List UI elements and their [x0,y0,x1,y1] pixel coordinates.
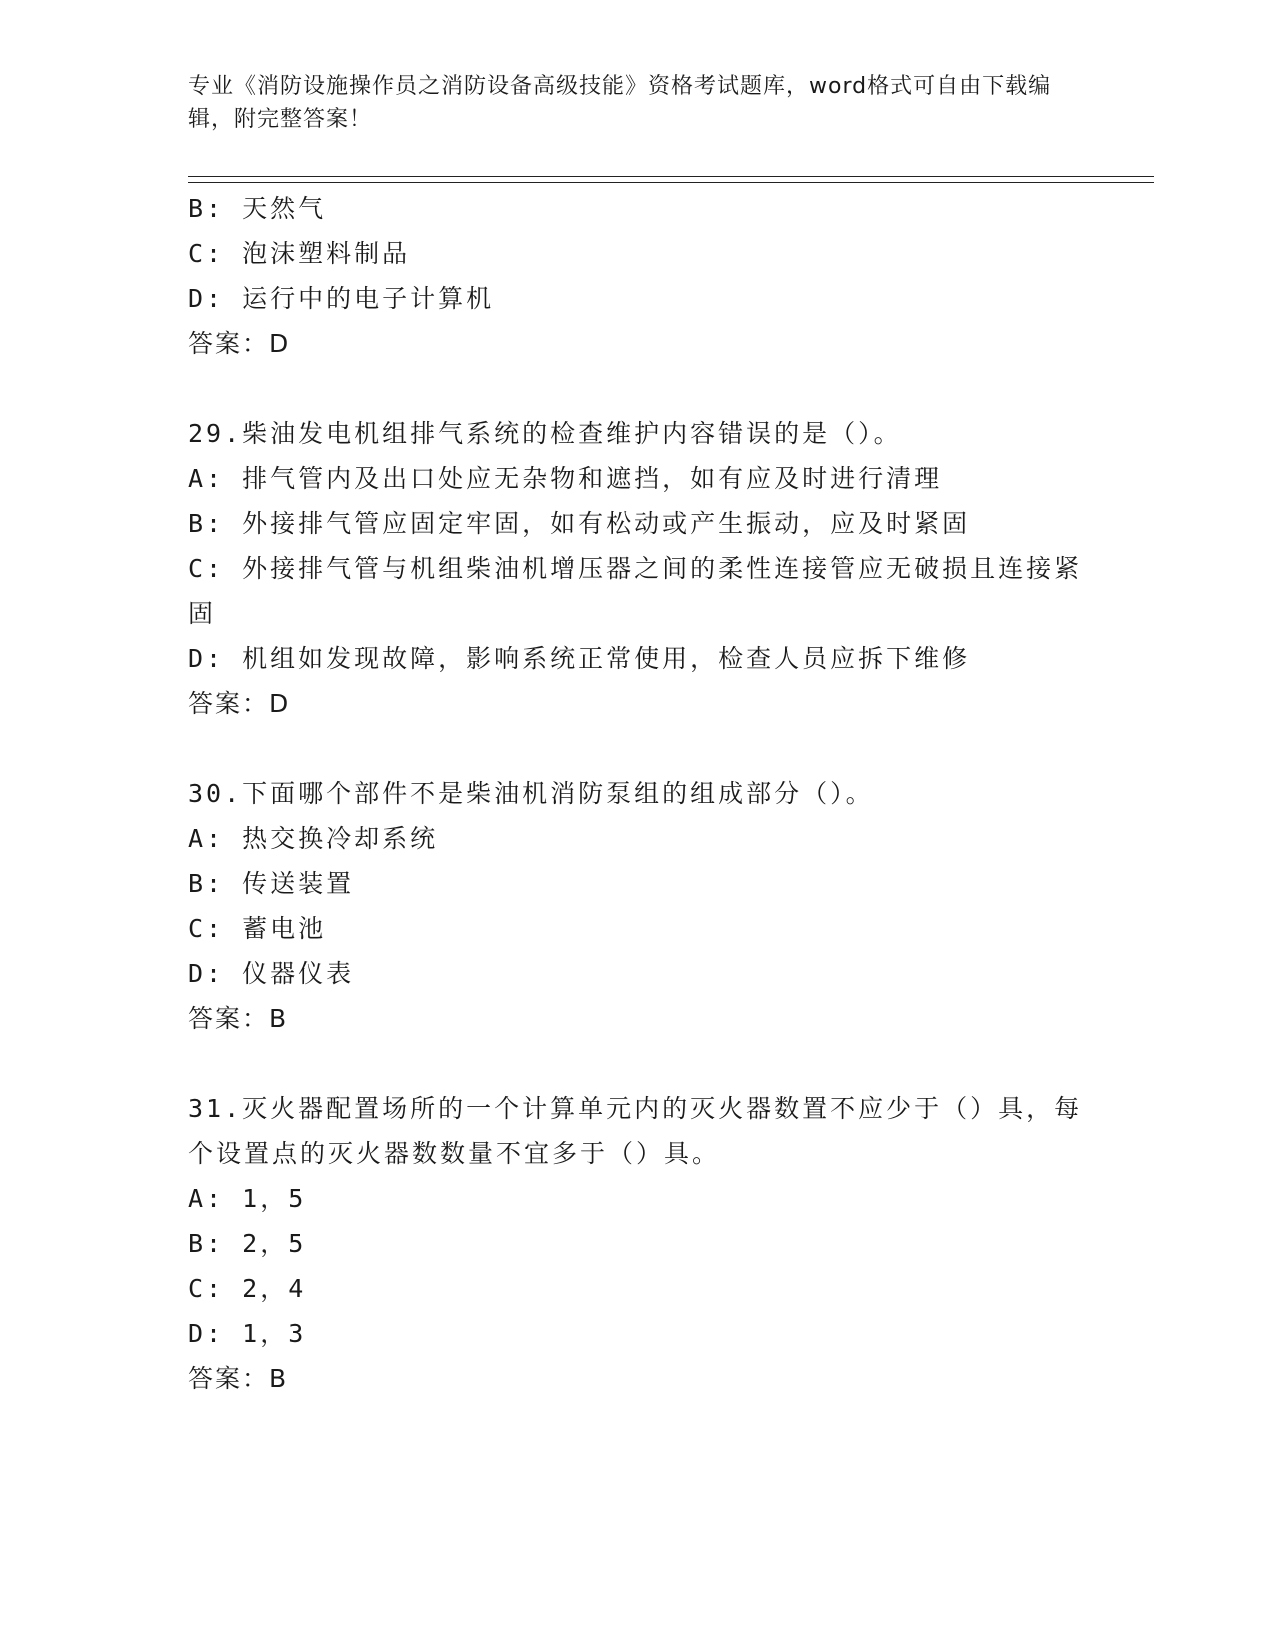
option-b: B: 天然气 [188,194,327,223]
question-stem: 31.灭火器配置场所的一个计算单元内的灭火器数置不应少于（）具，每个设置点的灭火器数数量不宜多于（）具。 [188,1094,1083,1168]
question-29 [188,411,1088,726]
question-list [188,186,1088,1401]
spacer [188,1041,1088,1086]
option-c: C: 外接排气管与机组柴油机增压器之间的柔性连接管应无破损且连接紧固 [188,554,1083,628]
option-d: D: 机组如发现故障，影响系统正常使用，检查人员应拆下维修 [188,644,971,673]
option-a: A: 热交换冷却系统 [188,824,439,853]
option-c: C: 泡沫塑料制品 [188,239,411,268]
question-28-continuation [188,186,1088,366]
option-c: C: 蓄电池 [188,914,327,943]
answer-label: 答案：B [188,1364,289,1393]
answer-label: 答案：D [188,689,291,718]
option-c: C: 2，4 [188,1274,307,1303]
answer-label: 答案：D [188,329,291,358]
option-a: A: 排气管内及出口处应无杂物和遮挡，如有应及时进行清理 [188,464,943,493]
question-30 [188,771,1088,1041]
question-stem: 29.柴油发电机组排气系统的检查维护内容错误的是（）。 [188,419,902,448]
document-header: 专业《消防设施操作员之消防设备高级技能》资格考试题库，word格式可自由下载编辑，附完整答案！ [188,74,1052,132]
spacer [188,726,1088,771]
option-d: D: 仪器仪表 [188,959,355,988]
option-b: B: 2，5 [188,1229,307,1258]
answer-label: 答案：B [188,1004,289,1033]
header-divider-bottom [188,182,1154,183]
option-a: A: 1，5 [188,1184,307,1213]
option-b: B: 传送装置 [188,869,355,898]
question-31 [188,1086,1088,1401]
option-d: D: 运行中的电子计算机 [188,284,495,313]
option-b: B: 外接排气管应固定牢固，如有松动或产生振动，应及时紧固 [188,509,971,538]
question-stem: 30.下面哪个部件不是柴油机消防泵组的组成部分（）。 [188,779,874,808]
header-divider-top [188,176,1154,177]
spacer [188,366,1088,411]
option-d: D: 1，3 [188,1319,307,1348]
